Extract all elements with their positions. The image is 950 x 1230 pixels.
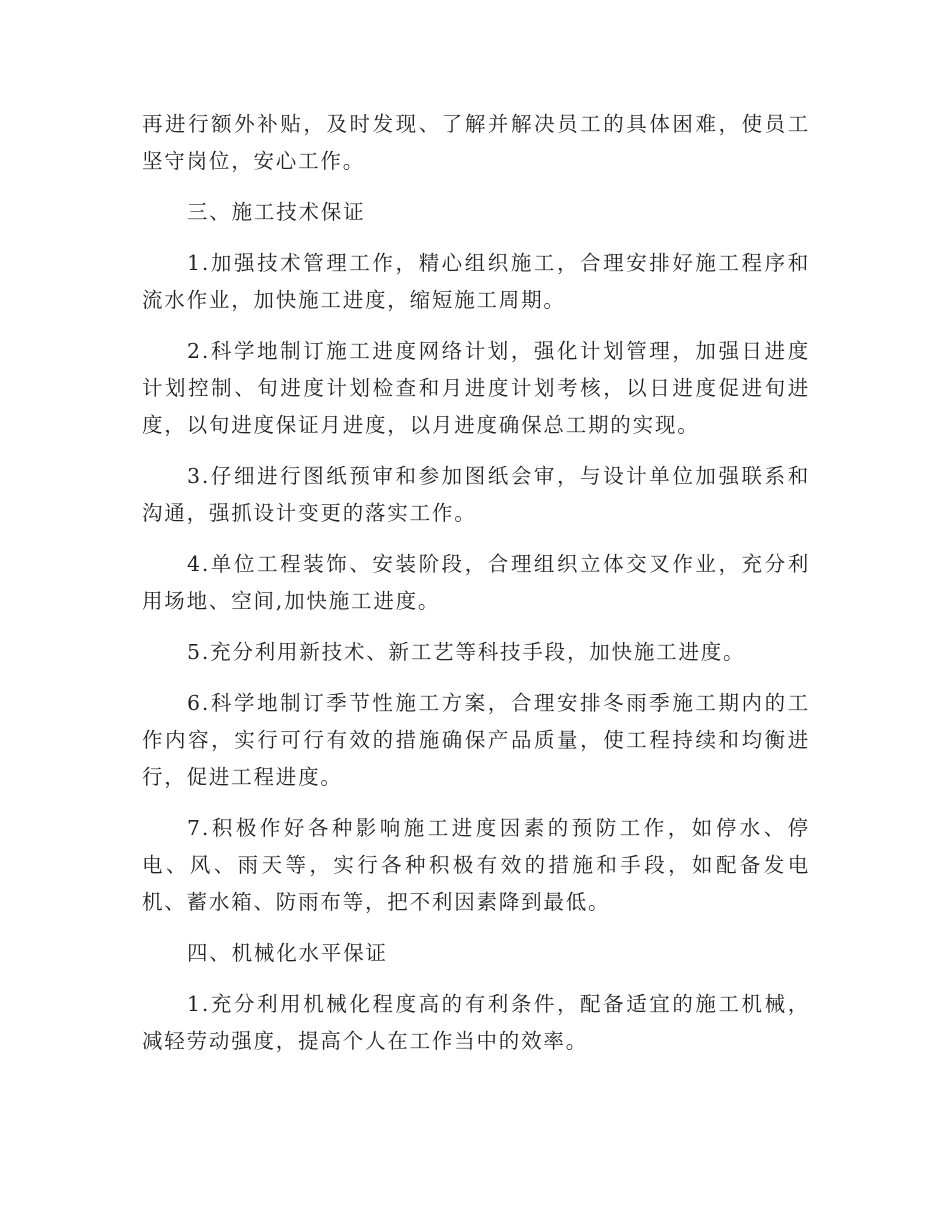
paragraph-continued: 再进行额外补贴，及时发现、了解并解决员工的具体困难，使员工坚守岗位，安心工作。 [142, 112, 810, 173]
section-heading-4: 四、机械化水平保证 [187, 941, 388, 965]
paragraph-item-7: 7.积极作好各种影响施工进度因素的预防工作，如停水、停电、风、雨天等，实行各种积极有效的措施和手段，如配备发电机、蓄水箱、防雨布等，把不利因素降到最低。 [142, 816, 810, 914]
paragraph-item-1-section-4: 1.充分利用机械化程度高的有利条件，配备适宜的施工机械，减轻劳动强度，提高个人在工作当中的效率。 [142, 992, 810, 1053]
paragraph-item-6: 6.科学地制订季节性施工方案，合理安排冬雨季施工期内的工作内容，实行可行有效的措施确保产品质量，使工程持续和均衡进行，促进工程进度。 [142, 691, 810, 789]
paragraph-item-1: 1.加强技术管理工作，精心组织施工，合理安排好施工程序和流水作业，加快施工进度，缩短施工周期。 [142, 251, 810, 312]
paragraph-item-4: 4.单位工程装饰、安装阶段，合理组织立体交叉作业，充分利用场地、空间,加快施工进度。 [142, 552, 810, 613]
paragraph-item-5: 5.充分利用新技术、新工艺等科技手段，加快施工进度。 [187, 640, 746, 664]
document-body [142, 106, 810, 1074]
section-heading-3: 三、施工技术保证 [187, 200, 366, 224]
paragraph-item-2: 2.科学地制订施工进度网络计划，强化计划管理，加强日进度计划控制、旬进度计划检查和月进度计划考核，以日进度促进旬进度，以旬进度保证月进度，以月进度确保总工期的实现。 [142, 339, 810, 437]
paragraph-item-3: 3.仔细进行图纸预审和参加图纸会审，与设计单位加强联系和沟通，强抓设计变更的落实工作。 [142, 464, 810, 525]
